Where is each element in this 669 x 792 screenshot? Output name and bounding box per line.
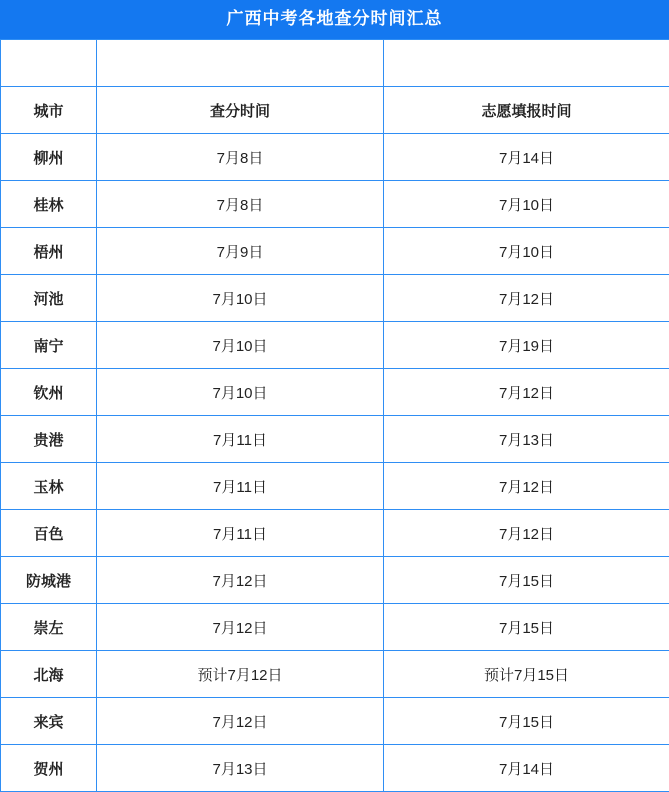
cell-volunteer-time: 7月15日 [384, 557, 669, 604]
cell-city: 北海 [1, 651, 97, 698]
cell-score-time: 7月12日 [97, 698, 384, 745]
page-title: 广西中考各地查分时间汇总 [0, 0, 669, 39]
table-row [1, 463, 669, 510]
table-row [1, 134, 669, 181]
cell-volunteer-time: 7月15日 [384, 604, 669, 651]
cell-volunteer-time: 7月14日 [384, 134, 669, 181]
column-header-score-time: 查分时间 [97, 87, 384, 134]
table-header-row [1, 87, 669, 134]
cell-city: 河池 [1, 275, 97, 322]
column-header-volunteer-time: 志愿填报时间 [384, 87, 669, 134]
table-row [1, 416, 669, 463]
cell-volunteer-time: 7月12日 [384, 275, 669, 322]
cell-city: 崇左 [1, 604, 97, 651]
cell-city: 桂林 [1, 181, 97, 228]
cell-score-time: 7月8日 [97, 134, 384, 181]
cell-city: 贵港 [1, 416, 97, 463]
table-row [1, 557, 669, 604]
table-row [1, 369, 669, 416]
spacer-cell [1, 40, 97, 87]
cell-volunteer-time: 7月10日 [384, 181, 669, 228]
column-header-city: 城市 [1, 87, 97, 134]
table-row [1, 510, 669, 557]
cell-score-time: 7月12日 [97, 557, 384, 604]
table-row [1, 698, 669, 745]
exam-schedule-table [0, 39, 669, 792]
table-row [1, 275, 669, 322]
cell-score-time: 预计7月12日 [97, 651, 384, 698]
table-row [1, 228, 669, 275]
cell-volunteer-time: 7月14日 [384, 745, 669, 792]
cell-city: 玉林 [1, 463, 97, 510]
cell-city: 钦州 [1, 369, 97, 416]
cell-city: 百色 [1, 510, 97, 557]
cell-score-time: 7月11日 [97, 463, 384, 510]
table-row [1, 745, 669, 792]
cell-volunteer-time: 7月12日 [384, 463, 669, 510]
cell-city: 贺州 [1, 745, 97, 792]
cell-volunteer-time: 预计7月15日 [384, 651, 669, 698]
cell-volunteer-time: 7月15日 [384, 698, 669, 745]
table-row [1, 651, 669, 698]
table-row [1, 322, 669, 369]
cell-score-time: 7月13日 [97, 745, 384, 792]
cell-city: 防城港 [1, 557, 97, 604]
cell-volunteer-time: 7月19日 [384, 322, 669, 369]
cell-volunteer-time: 7月10日 [384, 228, 669, 275]
cell-score-time: 7月11日 [97, 416, 384, 463]
cell-volunteer-time: 7月12日 [384, 369, 669, 416]
cell-city: 南宁 [1, 322, 97, 369]
cell-volunteer-time: 7月12日 [384, 510, 669, 557]
table-row [1, 604, 669, 651]
cell-city: 柳州 [1, 134, 97, 181]
spacer-cell [384, 40, 669, 87]
cell-score-time: 7月9日 [97, 228, 384, 275]
spacer-cell [97, 40, 384, 87]
table-spacer-row [1, 40, 669, 87]
cell-volunteer-time: 7月13日 [384, 416, 669, 463]
cell-score-time: 7月12日 [97, 604, 384, 651]
cell-score-time: 7月10日 [97, 369, 384, 416]
cell-score-time: 7月11日 [97, 510, 384, 557]
cell-score-time: 7月10日 [97, 322, 384, 369]
cell-score-time: 7月8日 [97, 181, 384, 228]
table-row [1, 181, 669, 228]
cell-score-time: 7月10日 [97, 275, 384, 322]
cell-city: 来宾 [1, 698, 97, 745]
cell-city: 梧州 [1, 228, 97, 275]
